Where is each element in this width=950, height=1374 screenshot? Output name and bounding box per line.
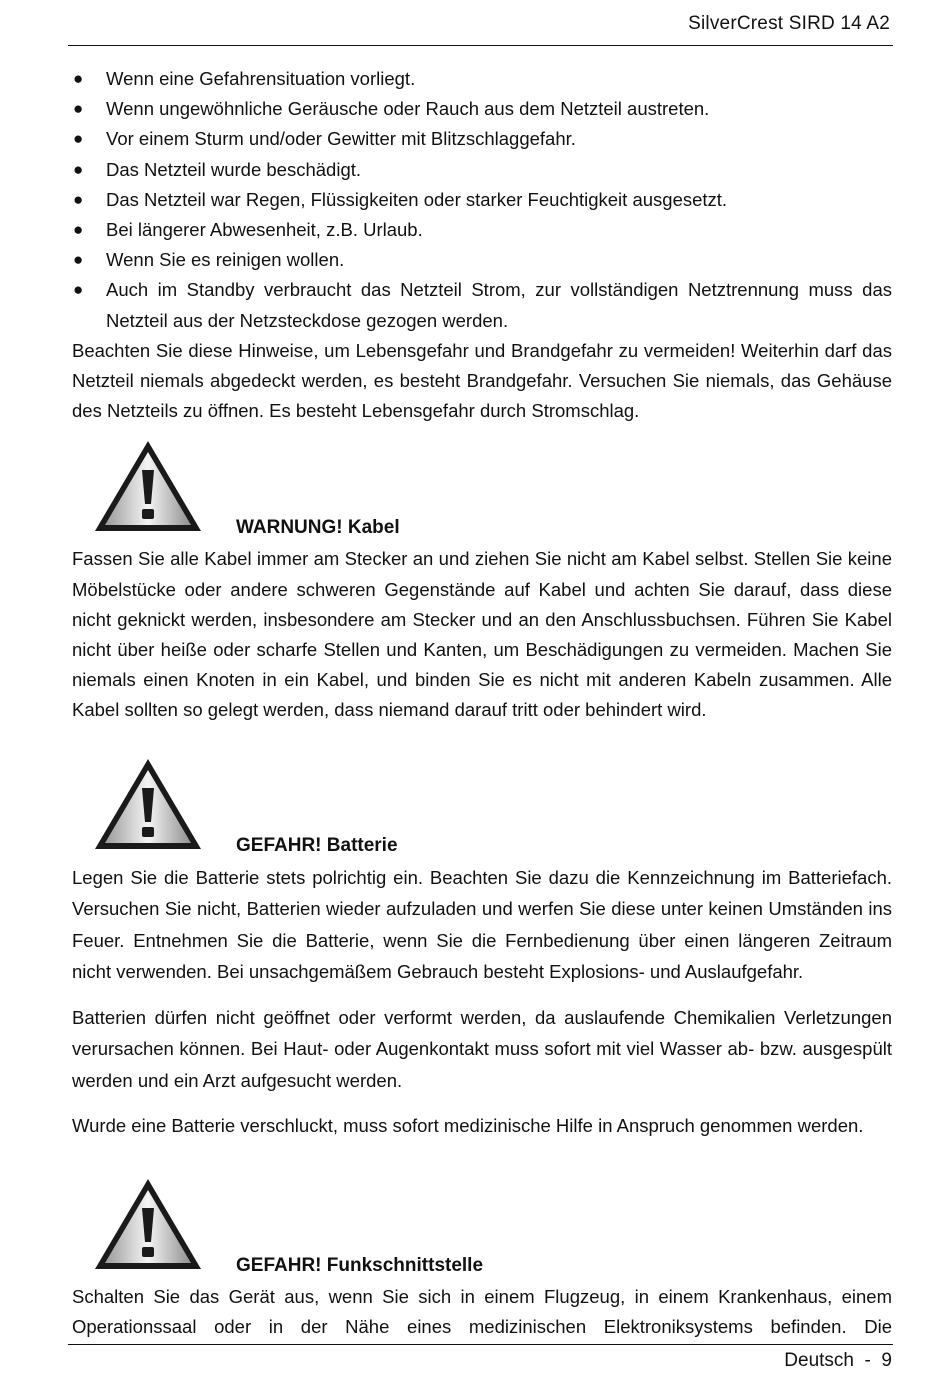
bullet-list <box>72 64 892 336</box>
warning-triangle-icon <box>92 438 204 534</box>
warning-triangle-icon <box>92 756 204 852</box>
footer-rule <box>68 1344 893 1345</box>
bullet-dot-icon: ● <box>73 189 84 209</box>
list-item: ● Wenn Sie es reinigen wollen. <box>72 245 892 275</box>
page-footer: Deutsch - 9 <box>784 1350 892 1371</box>
list-item: ● Wenn eine Gefahrensituation vorliegt. <box>72 64 892 94</box>
list-item: ● Das Netzteil war Regen, Flüssigkeiten oder starker Feuchtigkeit ausgesetzt. <box>72 185 892 215</box>
bullet-dot-icon: ● <box>73 280 84 300</box>
bullet-dot-icon: ● <box>73 250 84 270</box>
list-item: ● Das Netzteil wurde beschädigt. <box>72 155 892 185</box>
section-title: GEFAHR! Funkschnittstelle <box>236 1254 484 1276</box>
batterie-paragraph: Wurde eine Batterie verschluckt, muss sofort medizinische Hilfe in Anspruch genommen werden. <box>72 1115 864 1137</box>
section-title: GEFAHR! Batterie <box>236 834 398 856</box>
section-header-funkschnittstelle <box>72 1176 892 1282</box>
list-item: ● Bei längerer Abwesenheit, z.B. Urlaub. <box>72 215 892 245</box>
page-header-title: SilverCrest SIRD 14 A2 <box>688 13 890 34</box>
section-header-kabel <box>72 438 892 544</box>
list-item: ● Wenn ungewöhnliche Geräusche oder Rauch aus dem Netzteil austreten. <box>72 94 892 124</box>
bullet-dot-icon: ● <box>73 129 84 149</box>
bullet-dot-icon: ● <box>73 220 84 240</box>
warning-triangle-icon <box>92 1176 204 1272</box>
funk-paragraph: Schalten Sie das Gerät aus, wenn Sie sich in einem Flugzeug, in einem Krankenhaus, einem Operationssaal oder in der Nähe eines medizinischen Elektroniksystems befinden. Die <box>72 1285 892 1337</box>
section-header-batterie <box>72 756 892 862</box>
intro-paragraph: Beachten Sie diese Hinweise, um Lebensgefahr und Brandgefahr zu vermeiden! Weiterhin darf das Netzteil niemals abgedeckt werden, es besteht Brandgefahr. Versuchen Sie niemals, das Gehäuse des Netzteils zu öffnen. Es besteht Lebensgefahr durch Stromschlag. <box>72 339 892 422</box>
batterie-paragraph: Legen Sie die Batterie stets polrichtig ein. Beachten Sie dazu die Kennzeichnung im Batteriefach. Versuchen Sie nicht, Batterien wieder aufzuladen und werfen Sie diese unter keinen Umständen ins Feuer. Entnehmen Sie die Batterie, wenn Sie die Fernbedienung über einen längeren Zeitraum nicht verwenden. Bei unsachgemäßem Gebrauch besteht Explosions- und Auslaufgefahr. <box>72 866 892 983</box>
list-item: ● Auch im Standby verbraucht das Netzteil Strom, zur vollständigen Netztrennung muss das Netzteil aus der Netzsteckdose gezogen werden. <box>72 275 892 335</box>
page-content <box>72 64 892 1342</box>
list-item: ● Vor einem Sturm und/oder Gewitter mit Blitzschlaggefahr. <box>72 124 892 154</box>
bullet-dot-icon: ● <box>73 159 84 179</box>
section-title: WARNUNG! Kabel <box>236 517 400 539</box>
bullet-dot-icon: ● <box>73 99 84 119</box>
batterie-paragraph: Batterien dürfen nicht geöffnet oder verformt werden, da auslaufende Chemikalien Verletzungen verursachen können. Bei Haut- oder Augenkontakt muss sofort mit viel Wasser ab- bzw. ausgespült werden und ein Arzt aufgesucht werden. <box>72 1006 892 1091</box>
bullet-dot-icon: ● <box>73 69 84 88</box>
kabel-paragraph: Fassen Sie alle Kabel immer am Stecker an und ziehen Sie nicht am Kabel selbst. Stellen Sie keine Möbelstücke oder andere schweren Gegenstände auf Kabel und achten Sie darauf, dass diese nicht geknickt werden, insbesondere am Stecker und an den Anschlussbuchsen. Führen Sie Kabel nicht über heiße oder scharfe Stellen und Kanten, um Beschädigungen zu vermeiden. Machen Sie niemals einen Knoten in ein Kabel, und binden Sie es nicht mit anderen Kabeln zusammen. Alle Kabel sollten so gelegt werden, dass niemand darauf tritt oder behindert wird. <box>72 548 892 721</box>
header-rule <box>68 45 893 46</box>
